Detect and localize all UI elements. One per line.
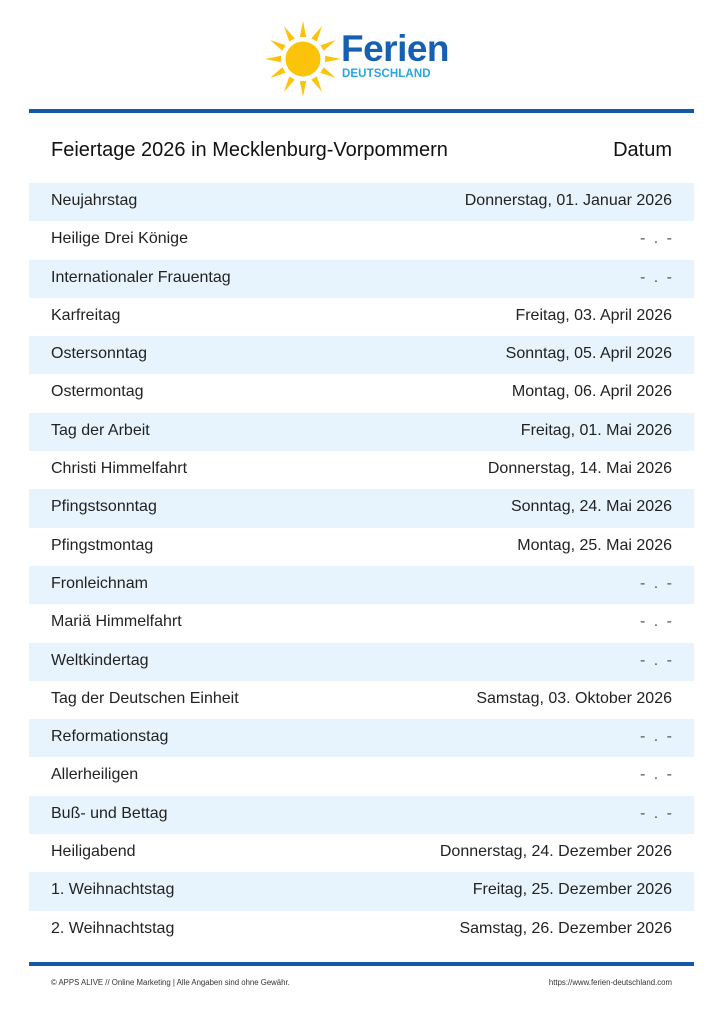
holiday-date: - . -	[640, 728, 674, 746]
table-row	[29, 604, 694, 642]
logo	[262, 18, 462, 102]
holiday-date: Montag, 06. April 2026	[511, 383, 672, 401]
table-row	[29, 796, 694, 834]
holiday-date: - . -	[640, 268, 674, 286]
header-divider	[29, 109, 694, 113]
table-header	[29, 133, 694, 169]
holiday-name: Internationaler Frauentag	[51, 268, 231, 286]
holiday-date: Sonntag, 24. Mai 2026	[510, 498, 672, 516]
holiday-name: Heiligabend	[51, 843, 136, 861]
holiday-table	[29, 183, 694, 949]
table-row	[29, 260, 694, 298]
holiday-name: Allerheiligen	[51, 766, 139, 784]
footer-divider	[29, 962, 694, 966]
table-title: Feiertage 2026 in Mecklenburg-Vorpommern	[51, 139, 448, 161]
holiday-name: Karfreitag	[51, 306, 121, 324]
holiday-name: Mariä Himmelfahrt	[51, 613, 182, 631]
logo-wordmark: Ferien	[341, 28, 450, 69]
table-row	[29, 872, 694, 910]
holiday-date: Freitag, 01. Mai 2026	[520, 421, 672, 439]
holiday-date: Donnerstag, 24. Dezember 2026	[439, 843, 672, 861]
table-row	[29, 681, 694, 719]
table-row	[29, 834, 694, 872]
holiday-date: Donnerstag, 01. Januar 2026	[464, 192, 672, 209]
table-row	[29, 566, 694, 604]
holiday-name: Ostermontag	[51, 383, 144, 401]
holiday-date: Samstag, 26. Dezember 2026	[459, 919, 672, 937]
holiday-date: - . -	[640, 613, 674, 631]
table-row	[29, 298, 694, 336]
holiday-date: Sonntag, 05. April 2026	[505, 345, 672, 363]
holiday-name: 2. Weihnachtstag	[51, 919, 175, 937]
holiday-date: - . -	[640, 804, 674, 822]
holiday-name: Pfingstmontag	[51, 536, 154, 554]
logo-subtitle: DEUTSCHLAND	[342, 68, 431, 80]
table-row	[29, 451, 694, 489]
table-row	[29, 643, 694, 681]
holiday-name: Buß- und Bettag	[51, 804, 168, 822]
holiday-date: Freitag, 25. Dezember 2026	[472, 881, 672, 899]
holiday-name: Pfingstsonntag	[51, 498, 157, 516]
table-row	[29, 911, 694, 949]
holiday-date: Freitag, 03. April 2026	[515, 306, 672, 324]
table-row	[29, 413, 694, 451]
holiday-name: Christi Himmelfahrt	[51, 460, 188, 478]
table-row	[29, 719, 694, 757]
holiday-date: - . -	[640, 766, 674, 784]
date-column-header: Datum	[613, 139, 672, 161]
table-row	[29, 183, 694, 221]
holiday-name: Fronleichnam	[51, 574, 148, 592]
table-row	[29, 221, 694, 259]
holiday-name: Reformationstag	[51, 728, 169, 746]
holiday-name: Tag der Arbeit	[51, 421, 150, 439]
holiday-name: Tag der Deutschen Einheit	[51, 689, 239, 707]
table-row	[29, 374, 694, 412]
holiday-date: - . -	[640, 651, 674, 669]
table-row	[29, 336, 694, 374]
table-row	[29, 489, 694, 527]
holiday-name: Neujahrstag	[51, 192, 138, 209]
table-row	[29, 757, 694, 795]
footer-copyright: © APPS ALIVE // Online Marketing | Alle Angaben sind ohne Gewähr.	[51, 978, 290, 987]
sun-icon	[262, 18, 344, 100]
holiday-date: Donnerstag, 14. Mai 2026	[487, 460, 672, 478]
holiday-name: Weltkindertag	[51, 651, 149, 669]
holiday-date: Samstag, 03. Oktober 2026	[476, 689, 672, 707]
holiday-date: - . -	[640, 574, 674, 592]
holiday-name: Ostersonntag	[51, 345, 148, 363]
holiday-name: Heilige Drei Könige	[51, 230, 188, 248]
footer-url: https://www.ferien-deutschland.com	[548, 978, 672, 987]
table-row	[29, 528, 694, 566]
holiday-date: - . -	[640, 230, 674, 248]
holiday-name: 1. Weihnachtstag	[51, 881, 175, 899]
holiday-date: Montag, 25. Mai 2026	[517, 536, 672, 554]
